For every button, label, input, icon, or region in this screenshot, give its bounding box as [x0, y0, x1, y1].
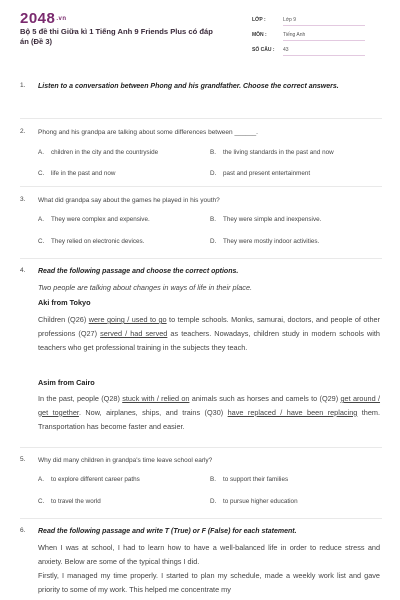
passage-text: them. Transportation has become faster and easier.: [38, 407, 380, 431]
option-letter: D.: [210, 238, 217, 245]
answer-choice[interactable]: served / had served: [100, 328, 168, 338]
question-number: 4.: [20, 267, 26, 274]
question-number: 6.: [20, 527, 26, 534]
option-b[interactable]: [210, 149, 334, 156]
divider: [20, 186, 382, 187]
passage-heading: Asim from Cairo: [38, 378, 95, 387]
question-number: 3.: [20, 196, 26, 203]
document-header: [0, 0, 400, 66]
meta-value: Lớp 9: [283, 17, 365, 26]
option-letter: C.: [38, 498, 45, 505]
option-b[interactable]: [210, 476, 288, 483]
option-letter: B.: [210, 216, 216, 223]
option-c[interactable]: [38, 238, 144, 245]
answer-choice[interactable]: were going / used to go: [88, 315, 167, 324]
option-text: children in the city and the countryside: [51, 149, 159, 156]
option-a[interactable]: [38, 476, 140, 483]
option-text: past and present entertainment: [223, 170, 311, 177]
option-text: They were mostly indoor activities.: [223, 238, 320, 245]
divider: [20, 518, 382, 519]
passage-text: In the past, people (Q28): [38, 394, 123, 403]
passage-text: to temple schools. Monks, samurai, doctors, and people of other professions (Q27): [38, 315, 380, 338]
option-letter: D.: [210, 170, 217, 177]
option-c[interactable]: [38, 498, 101, 505]
answer-choice[interactable]: get around / get together: [38, 394, 381, 417]
option-letter: D.: [210, 498, 217, 505]
option-d[interactable]: [210, 170, 310, 177]
passage-paragraph: [38, 313, 380, 354]
option-text: They were complex and expensive.: [51, 216, 150, 223]
meta-value: Tiếng Anh: [283, 32, 365, 41]
option-letter: B.: [210, 149, 216, 156]
divider: [20, 118, 382, 119]
question-text: Listen to a conversation between Phong and his grandfather. Choose the correct answers.: [38, 83, 339, 90]
option-text: the living standards in the past and now: [223, 149, 334, 156]
option-b[interactable]: [210, 216, 321, 223]
document-title: Bộ 5 đề thi Giữa kì 1 Tiếng Anh 9 Friends Plus có đáp án (Đề 3): [20, 27, 213, 46]
passage-text: as teachers. Nowadays, children study in modern schools with teachers who get professional training in the subjects they teach.: [38, 328, 380, 352]
divider: [20, 447, 382, 448]
question-number: 2.: [20, 128, 26, 135]
option-c[interactable]: [38, 170, 115, 177]
answer-choice[interactable]: stuck with / relied on: [122, 394, 190, 403]
question-number: 5.: [20, 456, 26, 463]
passage-text: Children (Q26): [38, 315, 89, 324]
question-text: Read the following passage and choose the correct options.: [38, 268, 239, 275]
option-letter: B.: [210, 476, 216, 483]
passage-text: . Now, airplanes, ships, and trains (Q30): [78, 407, 228, 417]
site-logo[interactable]: [20, 10, 67, 27]
option-text: They relied on electronic devices.: [51, 238, 145, 245]
option-text: They were simple and inexpensive.: [223, 216, 322, 223]
option-a[interactable]: [38, 149, 158, 156]
question-text: Read the following passage and write T (True) or F (False) for each statement.: [38, 528, 297, 535]
meta-label: MÔN :: [252, 32, 267, 38]
option-a[interactable]: [38, 216, 150, 223]
option-letter: C.: [38, 238, 45, 245]
option-text: to pursue higher education: [223, 498, 298, 505]
option-d[interactable]: [210, 238, 319, 245]
passage-text: animals such as horses and camels to (Q29): [189, 394, 341, 403]
option-letter: A.: [38, 476, 44, 483]
question-text: Phong and his grandpa are talking about some differences between ______.: [38, 129, 258, 136]
logo-tld: .vn: [56, 16, 67, 23]
meta-label: SỐ CÂU :: [252, 47, 275, 53]
option-letter: C.: [38, 170, 45, 177]
meta-value: 43: [283, 47, 365, 56]
option-d[interactable]: [210, 498, 298, 505]
option-text: to explore different career paths: [51, 476, 140, 483]
option-letter: A.: [38, 149, 44, 156]
question-number: 1.: [20, 82, 26, 89]
meta-label: LỚP :: [252, 17, 266, 23]
question-text: Why did many children in grandpa's time leave school early?: [38, 457, 213, 464]
passage-intro: Two people are talking about changes in ways of life in their place.: [38, 283, 253, 292]
option-text: life in the past and now: [51, 170, 116, 177]
divider: [20, 258, 382, 259]
option-text: to travel the world: [51, 498, 101, 505]
passage-heading: Aki from Tokyo: [38, 298, 91, 307]
logo-text: 2048: [20, 10, 56, 27]
passage-paragraph: Firstly, I managed my time properly. I started to plan my schedule, made a weekly work list and gave priority to some of my work. This helped me concentrate my: [38, 571, 380, 594]
option-text: to support their families: [223, 476, 289, 483]
option-letter: A.: [38, 216, 44, 223]
passage-paragraph: [38, 392, 380, 433]
passage-paragraph: When I was at school, I had to learn how to have a well-balanced life in order to reduce stress and anxiety. Below are some of the typical things I did.: [38, 543, 380, 566]
answer-choice[interactable]: have replaced / have been replacing: [227, 407, 358, 417]
question-text: What did grandpa say about the games he played in his youth?: [38, 197, 220, 204]
